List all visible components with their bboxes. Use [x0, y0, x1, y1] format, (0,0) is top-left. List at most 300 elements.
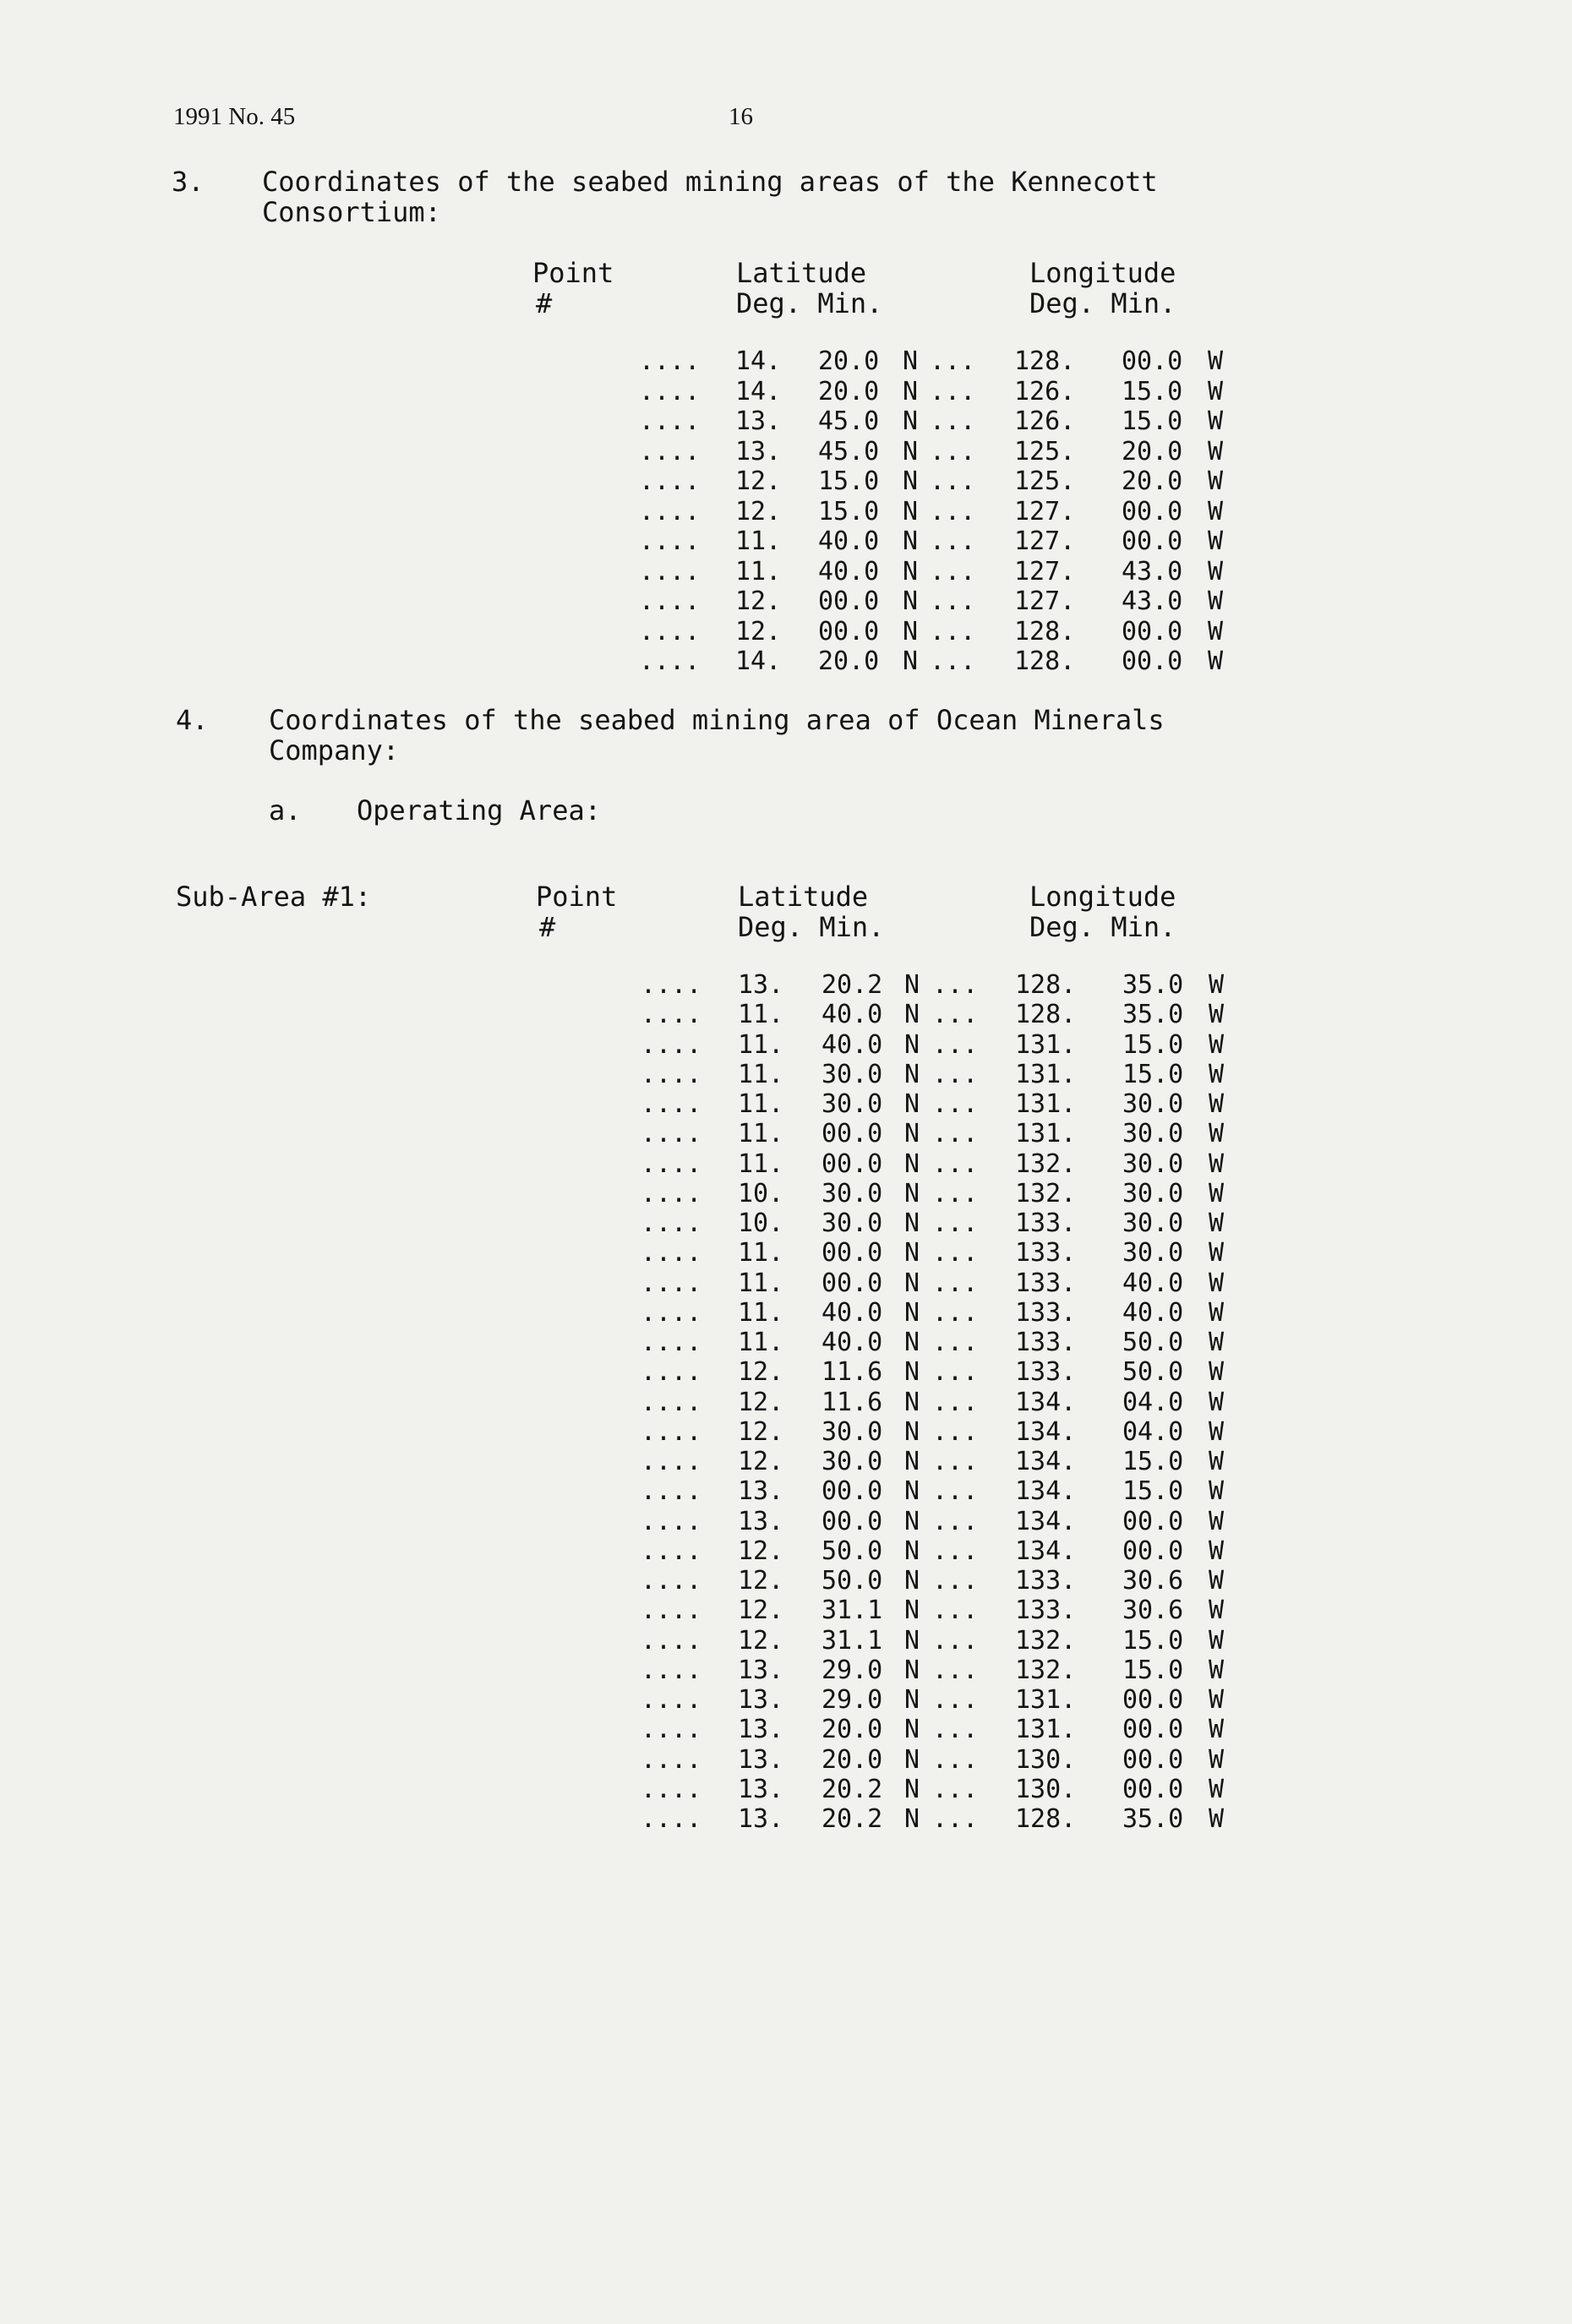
leader-dots: ... — [932, 1596, 979, 1626]
latitude-hemisphere: N — [904, 1804, 920, 1834]
latitude-hemisphere: N — [904, 1029, 920, 1060]
latitude-degrees: 12. — [738, 1416, 784, 1447]
longitude-degrees: 128. — [1014, 646, 1076, 676]
latitude-degrees: 10. — [738, 1208, 784, 1238]
leader-dots: .... — [639, 556, 701, 586]
leader-dots: .... — [639, 376, 701, 406]
latitude-degrees: 11. — [738, 1268, 784, 1298]
latitude-minutes: 30.0 — [821, 1059, 883, 1089]
latitude-minutes: 00.0 — [818, 586, 880, 616]
latitude-degrees: 11. — [738, 1119, 784, 1149]
latitude-hemisphere: N — [904, 1089, 920, 1119]
longitude-degrees: 127. — [1014, 496, 1076, 526]
col-header-longitude-units: Deg. Min. — [1029, 287, 1176, 319]
leader-dots: .... — [641, 1268, 702, 1298]
latitude-minutes: 00.0 — [818, 616, 880, 646]
latitude-hemisphere: N — [903, 616, 919, 646]
longitude-hemisphere: W — [1209, 1655, 1225, 1685]
latitude-degrees: 13. — [735, 436, 782, 466]
leader-dots: .... — [641, 1774, 702, 1804]
longitude-hemisphere: W — [1209, 1148, 1225, 1179]
longitude-hemisphere: W — [1208, 616, 1224, 646]
latitude-degrees: 13. — [738, 1655, 784, 1685]
leader-dots: ... — [930, 616, 976, 646]
latitude-hemisphere: N — [904, 1059, 920, 1089]
longitude-minutes: 30.6 — [1122, 1596, 1184, 1626]
longitude-degrees: 131. — [1015, 1029, 1077, 1060]
longitude-hemisphere: W — [1209, 1029, 1225, 1060]
latitude-degrees: 14. — [735, 346, 782, 376]
longitude-hemisphere: W — [1209, 1536, 1225, 1566]
longitude-minutes: 20.0 — [1122, 466, 1183, 496]
longitude-hemisphere: W — [1209, 1506, 1225, 1536]
longitude-degrees: 127. — [1014, 526, 1076, 556]
latitude-hemisphere: N — [904, 1328, 920, 1357]
longitude-hemisphere: W — [1209, 1297, 1225, 1328]
latitude-degrees: 13. — [738, 1804, 784, 1834]
latitude-minutes: 20.0 — [821, 1744, 883, 1775]
longitude-minutes: 15.0 — [1122, 1029, 1184, 1060]
longitude-minutes: 00.0 — [1122, 346, 1183, 376]
longitude-minutes: 15.0 — [1122, 1476, 1184, 1507]
leader-dots: ... — [932, 1238, 979, 1268]
latitude-degrees: 12. — [738, 1387, 784, 1417]
latitude-hemisphere: N — [904, 1387, 920, 1417]
longitude-minutes: 43.0 — [1122, 586, 1183, 616]
longitude-minutes: 15.0 — [1122, 406, 1183, 436]
leader-dots: .... — [641, 1059, 702, 1089]
leader-dots: ... — [930, 646, 976, 676]
leader-dots: ... — [932, 1029, 979, 1060]
longitude-minutes: 30.0 — [1122, 1119, 1184, 1149]
latitude-minutes: 30.0 — [821, 1178, 883, 1208]
leader-dots: ... — [932, 1804, 979, 1834]
longitude-hemisphere: W — [1209, 1178, 1225, 1208]
longitude-hemisphere: W — [1209, 1685, 1225, 1715]
latitude-degrees: 11. — [738, 1297, 784, 1328]
latitude-minutes: 45.0 — [818, 406, 880, 436]
latitude-hemisphere: N — [904, 1625, 920, 1656]
leader-dots: .... — [639, 586, 701, 616]
longitude-degrees: 125. — [1014, 466, 1076, 496]
latitude-minutes: 29.0 — [821, 1685, 883, 1715]
leader-dots: .... — [639, 436, 701, 466]
leader-dots: ... — [930, 376, 976, 406]
leader-dots: .... — [641, 1387, 702, 1417]
leader-dots: .... — [641, 1744, 702, 1775]
leader-dots: .... — [639, 406, 701, 436]
latitude-minutes: 20.0 — [821, 1715, 883, 1745]
leader-dots: .... — [639, 616, 701, 646]
leader-dots: .... — [641, 1416, 702, 1447]
latitude-minutes: 00.0 — [821, 1268, 883, 1298]
longitude-degrees: 133. — [1015, 1208, 1077, 1238]
latitude-minutes: 15.0 — [818, 496, 880, 526]
longitude-hemisphere: W — [1208, 376, 1224, 406]
longitude-minutes: 00.0 — [1122, 1685, 1184, 1715]
longitude-minutes: 00.0 — [1122, 1506, 1184, 1536]
longitude-degrees: 134. — [1015, 1476, 1077, 1507]
latitude-minutes: 11.6 — [821, 1357, 883, 1388]
latitude-hemisphere: N — [904, 1447, 920, 1476]
longitude-degrees: 132. — [1015, 1178, 1077, 1208]
latitude-minutes: 00.0 — [821, 1119, 883, 1149]
longitude-degrees: 127. — [1014, 556, 1076, 586]
longitude-degrees: 132. — [1015, 1148, 1077, 1179]
longitude-minutes: 40.0 — [1122, 1297, 1184, 1328]
latitude-degrees: 13. — [738, 1685, 784, 1715]
longitude-degrees: 131. — [1015, 1685, 1077, 1715]
leader-dots: ... — [932, 1208, 979, 1238]
longitude-minutes: 00.0 — [1122, 526, 1183, 556]
latitude-degrees: 14. — [735, 376, 782, 406]
leader-dots: .... — [639, 526, 701, 556]
leader-dots: ... — [932, 1566, 979, 1596]
leader-dots: .... — [641, 1029, 702, 1060]
leader-dots: .... — [641, 1119, 702, 1149]
longitude-minutes: 00.0 — [1122, 1744, 1184, 1775]
latitude-hemisphere: N — [904, 1268, 920, 1298]
leader-dots: ... — [932, 1387, 979, 1417]
longitude-degrees: 128. — [1014, 346, 1076, 376]
leader-dots: ... — [930, 526, 976, 556]
col-header-latitude: Latitude — [736, 257, 867, 289]
leader-dots: .... — [639, 346, 701, 376]
latitude-hemisphere: N — [903, 406, 919, 436]
latitude-minutes: 20.2 — [821, 1774, 883, 1804]
leader-dots: .... — [641, 1148, 702, 1179]
latitude-hemisphere: N — [904, 1476, 920, 1507]
latitude-minutes: 40.0 — [821, 1029, 883, 1060]
longitude-degrees: 127. — [1014, 586, 1076, 616]
leader-dots: ... — [932, 970, 979, 1000]
longitude-hemisphere: W — [1208, 466, 1224, 496]
longitude-hemisphere: W — [1209, 1268, 1225, 1298]
longitude-minutes: 35.0 — [1122, 1000, 1184, 1030]
longitude-minutes: 35.0 — [1122, 970, 1184, 1000]
leader-dots: .... — [641, 1506, 702, 1536]
leader-dots: ... — [930, 496, 976, 526]
leader-dots: .... — [641, 1566, 702, 1596]
subsection-label: a. — [269, 794, 302, 826]
leader-dots: .... — [639, 496, 701, 526]
longitude-hemisphere: W — [1208, 346, 1224, 376]
longitude-degrees: 130. — [1015, 1744, 1077, 1775]
latitude-hemisphere: N — [903, 436, 919, 466]
longitude-degrees: 131. — [1015, 1089, 1077, 1119]
col-header-latitude-units: Deg. Min. — [736, 287, 883, 319]
latitude-hemisphere: N — [904, 1566, 920, 1596]
leader-dots: .... — [641, 1000, 702, 1030]
longitude-hemisphere: W — [1209, 1387, 1225, 1417]
longitude-degrees: 131. — [1015, 1119, 1077, 1149]
latitude-degrees: 11. — [738, 1148, 784, 1179]
leader-dots: ... — [932, 1506, 979, 1536]
latitude-hemisphere: N — [904, 1506, 920, 1536]
latitude-minutes: 20.0 — [818, 376, 880, 406]
latitude-minutes: 40.0 — [818, 526, 880, 556]
longitude-degrees: 128. — [1015, 1804, 1077, 1834]
latitude-minutes: 00.0 — [821, 1148, 883, 1179]
latitude-minutes: 00.0 — [821, 1506, 883, 1536]
latitude-degrees: 11. — [738, 1059, 784, 1089]
longitude-minutes: 00.0 — [1122, 646, 1183, 676]
longitude-minutes: 15.0 — [1122, 1655, 1184, 1685]
latitude-hemisphere: N — [904, 1000, 920, 1030]
leader-dots: ... — [932, 1625, 979, 1656]
latitude-degrees: 14. — [735, 646, 782, 676]
leader-dots: .... — [641, 1178, 702, 1208]
leader-dots: .... — [641, 1596, 702, 1626]
col-header-point-num: # — [536, 287, 553, 319]
longitude-degrees: 133. — [1015, 1238, 1077, 1268]
longitude-hemisphere: W — [1209, 1059, 1225, 1089]
longitude-hemisphere: W — [1208, 556, 1224, 586]
col-header-point-num: # — [539, 911, 556, 943]
latitude-hemisphere: N — [904, 1238, 920, 1268]
latitude-minutes: 31.1 — [821, 1625, 883, 1656]
longitude-minutes: 00.0 — [1122, 1774, 1184, 1804]
longitude-hemisphere: W — [1209, 1566, 1225, 1596]
latitude-minutes: 50.0 — [821, 1536, 883, 1566]
longitude-hemisphere: W — [1208, 586, 1224, 616]
latitude-degrees: 13. — [738, 1476, 784, 1507]
longitude-degrees: 131. — [1015, 1715, 1077, 1745]
leader-dots: ... — [930, 466, 976, 496]
longitude-hemisphere: W — [1209, 1774, 1225, 1804]
latitude-degrees: 11. — [738, 1238, 784, 1268]
latitude-hemisphere: N — [903, 346, 919, 376]
latitude-degrees: 12. — [735, 616, 782, 646]
col-header-point: Point — [532, 257, 614, 289]
leader-dots: .... — [641, 1655, 702, 1685]
latitude-hemisphere: N — [904, 1774, 920, 1804]
latitude-minutes: 30.0 — [821, 1416, 883, 1447]
leader-dots: ... — [932, 1416, 979, 1447]
col-header-point: Point — [536, 881, 618, 913]
col-header-longitude-units: Deg. Min. — [1029, 911, 1176, 943]
latitude-hemisphere: N — [903, 466, 919, 496]
leader-dots: ... — [930, 556, 976, 586]
latitude-hemisphere: N — [904, 1655, 920, 1685]
latitude-degrees: 12. — [735, 586, 782, 616]
longitude-hemisphere: W — [1209, 1447, 1225, 1476]
longitude-hemisphere: W — [1208, 526, 1224, 556]
section-title: Coordinates of the seabed mining area of Ocean Minerals — [269, 704, 1165, 736]
longitude-degrees: 128. — [1015, 1000, 1077, 1030]
longitude-degrees: 134. — [1015, 1447, 1077, 1476]
leader-dots: .... — [639, 646, 701, 676]
leader-dots: .... — [641, 1089, 702, 1119]
longitude-hemisphere: W — [1209, 1357, 1225, 1388]
latitude-degrees: 11. — [738, 1089, 784, 1119]
longitude-degrees: 125. — [1014, 436, 1076, 466]
leader-dots: .... — [641, 1804, 702, 1834]
longitude-minutes: 15.0 — [1122, 1059, 1184, 1089]
longitude-hemisphere: W — [1209, 1596, 1225, 1626]
latitude-minutes: 30.0 — [821, 1447, 883, 1476]
longitude-hemisphere: W — [1209, 1328, 1225, 1357]
section-number: 4. — [176, 704, 209, 736]
leader-dots: ... — [930, 406, 976, 436]
longitude-minutes: 50.0 — [1122, 1357, 1184, 1388]
longitude-degrees: 134. — [1015, 1536, 1077, 1566]
latitude-hemisphere: N — [903, 646, 919, 676]
latitude-degrees: 13. — [735, 406, 782, 436]
longitude-hemisphere: W — [1209, 1625, 1225, 1656]
longitude-hemisphere: W — [1209, 1804, 1225, 1834]
latitude-degrees: 11. — [738, 1328, 784, 1357]
latitude-degrees: 13. — [738, 1506, 784, 1536]
leader-dots: .... — [641, 1357, 702, 1388]
longitude-minutes: 00.0 — [1122, 1715, 1184, 1745]
longitude-hemisphere: W — [1209, 970, 1225, 1000]
longitude-degrees: 133. — [1015, 1297, 1077, 1328]
col-header-latitude-units: Deg. Min. — [738, 911, 885, 943]
leader-dots: ... — [930, 436, 976, 466]
latitude-hemisphere: N — [903, 556, 919, 586]
latitude-minutes: 40.0 — [818, 556, 880, 586]
latitude-minutes: 40.0 — [821, 1297, 883, 1328]
longitude-degrees: 132. — [1015, 1655, 1077, 1685]
latitude-hemisphere: N — [904, 1536, 920, 1566]
longitude-degrees: 134. — [1015, 1416, 1077, 1447]
longitude-minutes: 50.0 — [1122, 1328, 1184, 1357]
longitude-hemisphere: W — [1209, 1744, 1225, 1775]
latitude-degrees: 11. — [738, 1029, 784, 1060]
latitude-hemisphere: N — [904, 1357, 920, 1388]
document-citation: 1991 No. 45 — [173, 103, 296, 130]
leader-dots: ... — [932, 1357, 979, 1388]
leader-dots: .... — [641, 970, 702, 1000]
longitude-degrees: 134. — [1015, 1387, 1077, 1417]
latitude-degrees: 11. — [738, 1000, 784, 1030]
col-header-latitude: Latitude — [738, 881, 869, 913]
latitude-minutes: 20.2 — [821, 1804, 883, 1834]
latitude-minutes: 20.0 — [818, 346, 880, 376]
leader-dots: ... — [932, 1655, 979, 1685]
longitude-degrees: 133. — [1015, 1566, 1077, 1596]
longitude-minutes: 20.0 — [1122, 436, 1183, 466]
longitude-hemisphere: W — [1209, 1208, 1225, 1238]
latitude-hemisphere: N — [904, 1715, 920, 1745]
latitude-degrees: 12. — [738, 1447, 784, 1476]
longitude-hemisphere: W — [1209, 1476, 1225, 1507]
leader-dots: ... — [932, 1685, 979, 1715]
latitude-hemisphere: N — [903, 496, 919, 526]
latitude-hemisphere: N — [904, 1416, 920, 1447]
longitude-minutes: 00.0 — [1122, 616, 1183, 646]
subarea-label: Sub-Area #1: — [176, 881, 372, 913]
section-title-cont: Company: — [269, 734, 400, 766]
longitude-minutes: 04.0 — [1122, 1416, 1184, 1447]
latitude-minutes: 30.0 — [821, 1208, 883, 1238]
longitude-hemisphere: W — [1209, 1119, 1225, 1149]
longitude-degrees: 131. — [1015, 1059, 1077, 1089]
section-title-cont: Consortium: — [262, 196, 441, 228]
latitude-degrees: 12. — [735, 466, 782, 496]
leader-dots: .... — [641, 1208, 702, 1238]
longitude-minutes: 43.0 — [1122, 556, 1183, 586]
longitude-hemisphere: W — [1209, 1000, 1225, 1030]
longitude-degrees: 133. — [1015, 1596, 1077, 1626]
longitude-degrees: 133. — [1015, 1328, 1077, 1357]
col-header-longitude: Longitude — [1029, 881, 1176, 913]
latitude-hemisphere: N — [904, 1297, 920, 1328]
leader-dots: ... — [932, 1297, 979, 1328]
latitude-minutes: 30.0 — [821, 1089, 883, 1119]
leader-dots: ... — [932, 1774, 979, 1804]
latitude-degrees: 12. — [738, 1536, 784, 1566]
longitude-minutes: 15.0 — [1122, 376, 1183, 406]
leader-dots: ... — [932, 1447, 979, 1476]
latitude-minutes: 29.0 — [821, 1655, 883, 1685]
leader-dots: ... — [932, 1328, 979, 1357]
longitude-degrees: 128. — [1015, 970, 1077, 1000]
longitude-degrees: 126. — [1014, 406, 1076, 436]
leader-dots: ... — [932, 1000, 979, 1030]
leader-dots: ... — [932, 1059, 979, 1089]
latitude-degrees: 12. — [738, 1596, 784, 1626]
latitude-hemisphere: N — [904, 1148, 920, 1179]
leader-dots: ... — [932, 1089, 979, 1119]
longitude-hemisphere: W — [1208, 646, 1224, 676]
longitude-degrees: 132. — [1015, 1625, 1077, 1656]
leader-dots: ... — [932, 1476, 979, 1507]
latitude-minutes: 00.0 — [821, 1238, 883, 1268]
leader-dots: .... — [641, 1685, 702, 1715]
latitude-minutes: 00.0 — [821, 1476, 883, 1507]
latitude-degrees: 13. — [738, 970, 784, 1000]
leader-dots: .... — [641, 1297, 702, 1328]
longitude-degrees: 133. — [1015, 1268, 1077, 1298]
longitude-minutes: 40.0 — [1122, 1268, 1184, 1298]
longitude-minutes: 30.0 — [1122, 1208, 1184, 1238]
page-number: 16 — [729, 103, 753, 130]
longitude-hemisphere: W — [1208, 496, 1224, 526]
latitude-minutes: 40.0 — [821, 1000, 883, 1030]
longitude-hemisphere: W — [1209, 1089, 1225, 1119]
latitude-hemisphere: N — [904, 1744, 920, 1775]
latitude-degrees: 12. — [738, 1625, 784, 1656]
latitude-degrees: 12. — [738, 1566, 784, 1596]
col-header-longitude: Longitude — [1029, 257, 1176, 289]
latitude-hemisphere: N — [904, 1596, 920, 1626]
leader-dots: ... — [930, 586, 976, 616]
leader-dots: ... — [932, 1148, 979, 1179]
latitude-minutes: 11.6 — [821, 1387, 883, 1417]
latitude-degrees: 13. — [738, 1744, 784, 1775]
latitude-degrees: 12. — [738, 1357, 784, 1388]
leader-dots: ... — [930, 346, 976, 376]
latitude-minutes: 15.0 — [818, 466, 880, 496]
latitude-degrees: 11. — [735, 556, 782, 586]
longitude-minutes: 30.0 — [1122, 1238, 1184, 1268]
longitude-minutes: 30.6 — [1122, 1566, 1184, 1596]
longitude-minutes: 30.0 — [1122, 1089, 1184, 1119]
longitude-minutes: 30.0 — [1122, 1148, 1184, 1179]
section-title: Coordinates of the seabed mining areas of the Kennecott — [262, 166, 1158, 198]
longitude-minutes: 15.0 — [1122, 1447, 1184, 1476]
latitude-hemisphere: N — [904, 1178, 920, 1208]
latitude-degrees: 12. — [735, 496, 782, 526]
longitude-minutes: 00.0 — [1122, 1536, 1184, 1566]
latitude-minutes: 50.0 — [821, 1566, 883, 1596]
longitude-hemisphere: W — [1208, 406, 1224, 436]
longitude-minutes: 04.0 — [1122, 1387, 1184, 1417]
latitude-hemisphere: N — [903, 586, 919, 616]
leader-dots: .... — [641, 1447, 702, 1476]
